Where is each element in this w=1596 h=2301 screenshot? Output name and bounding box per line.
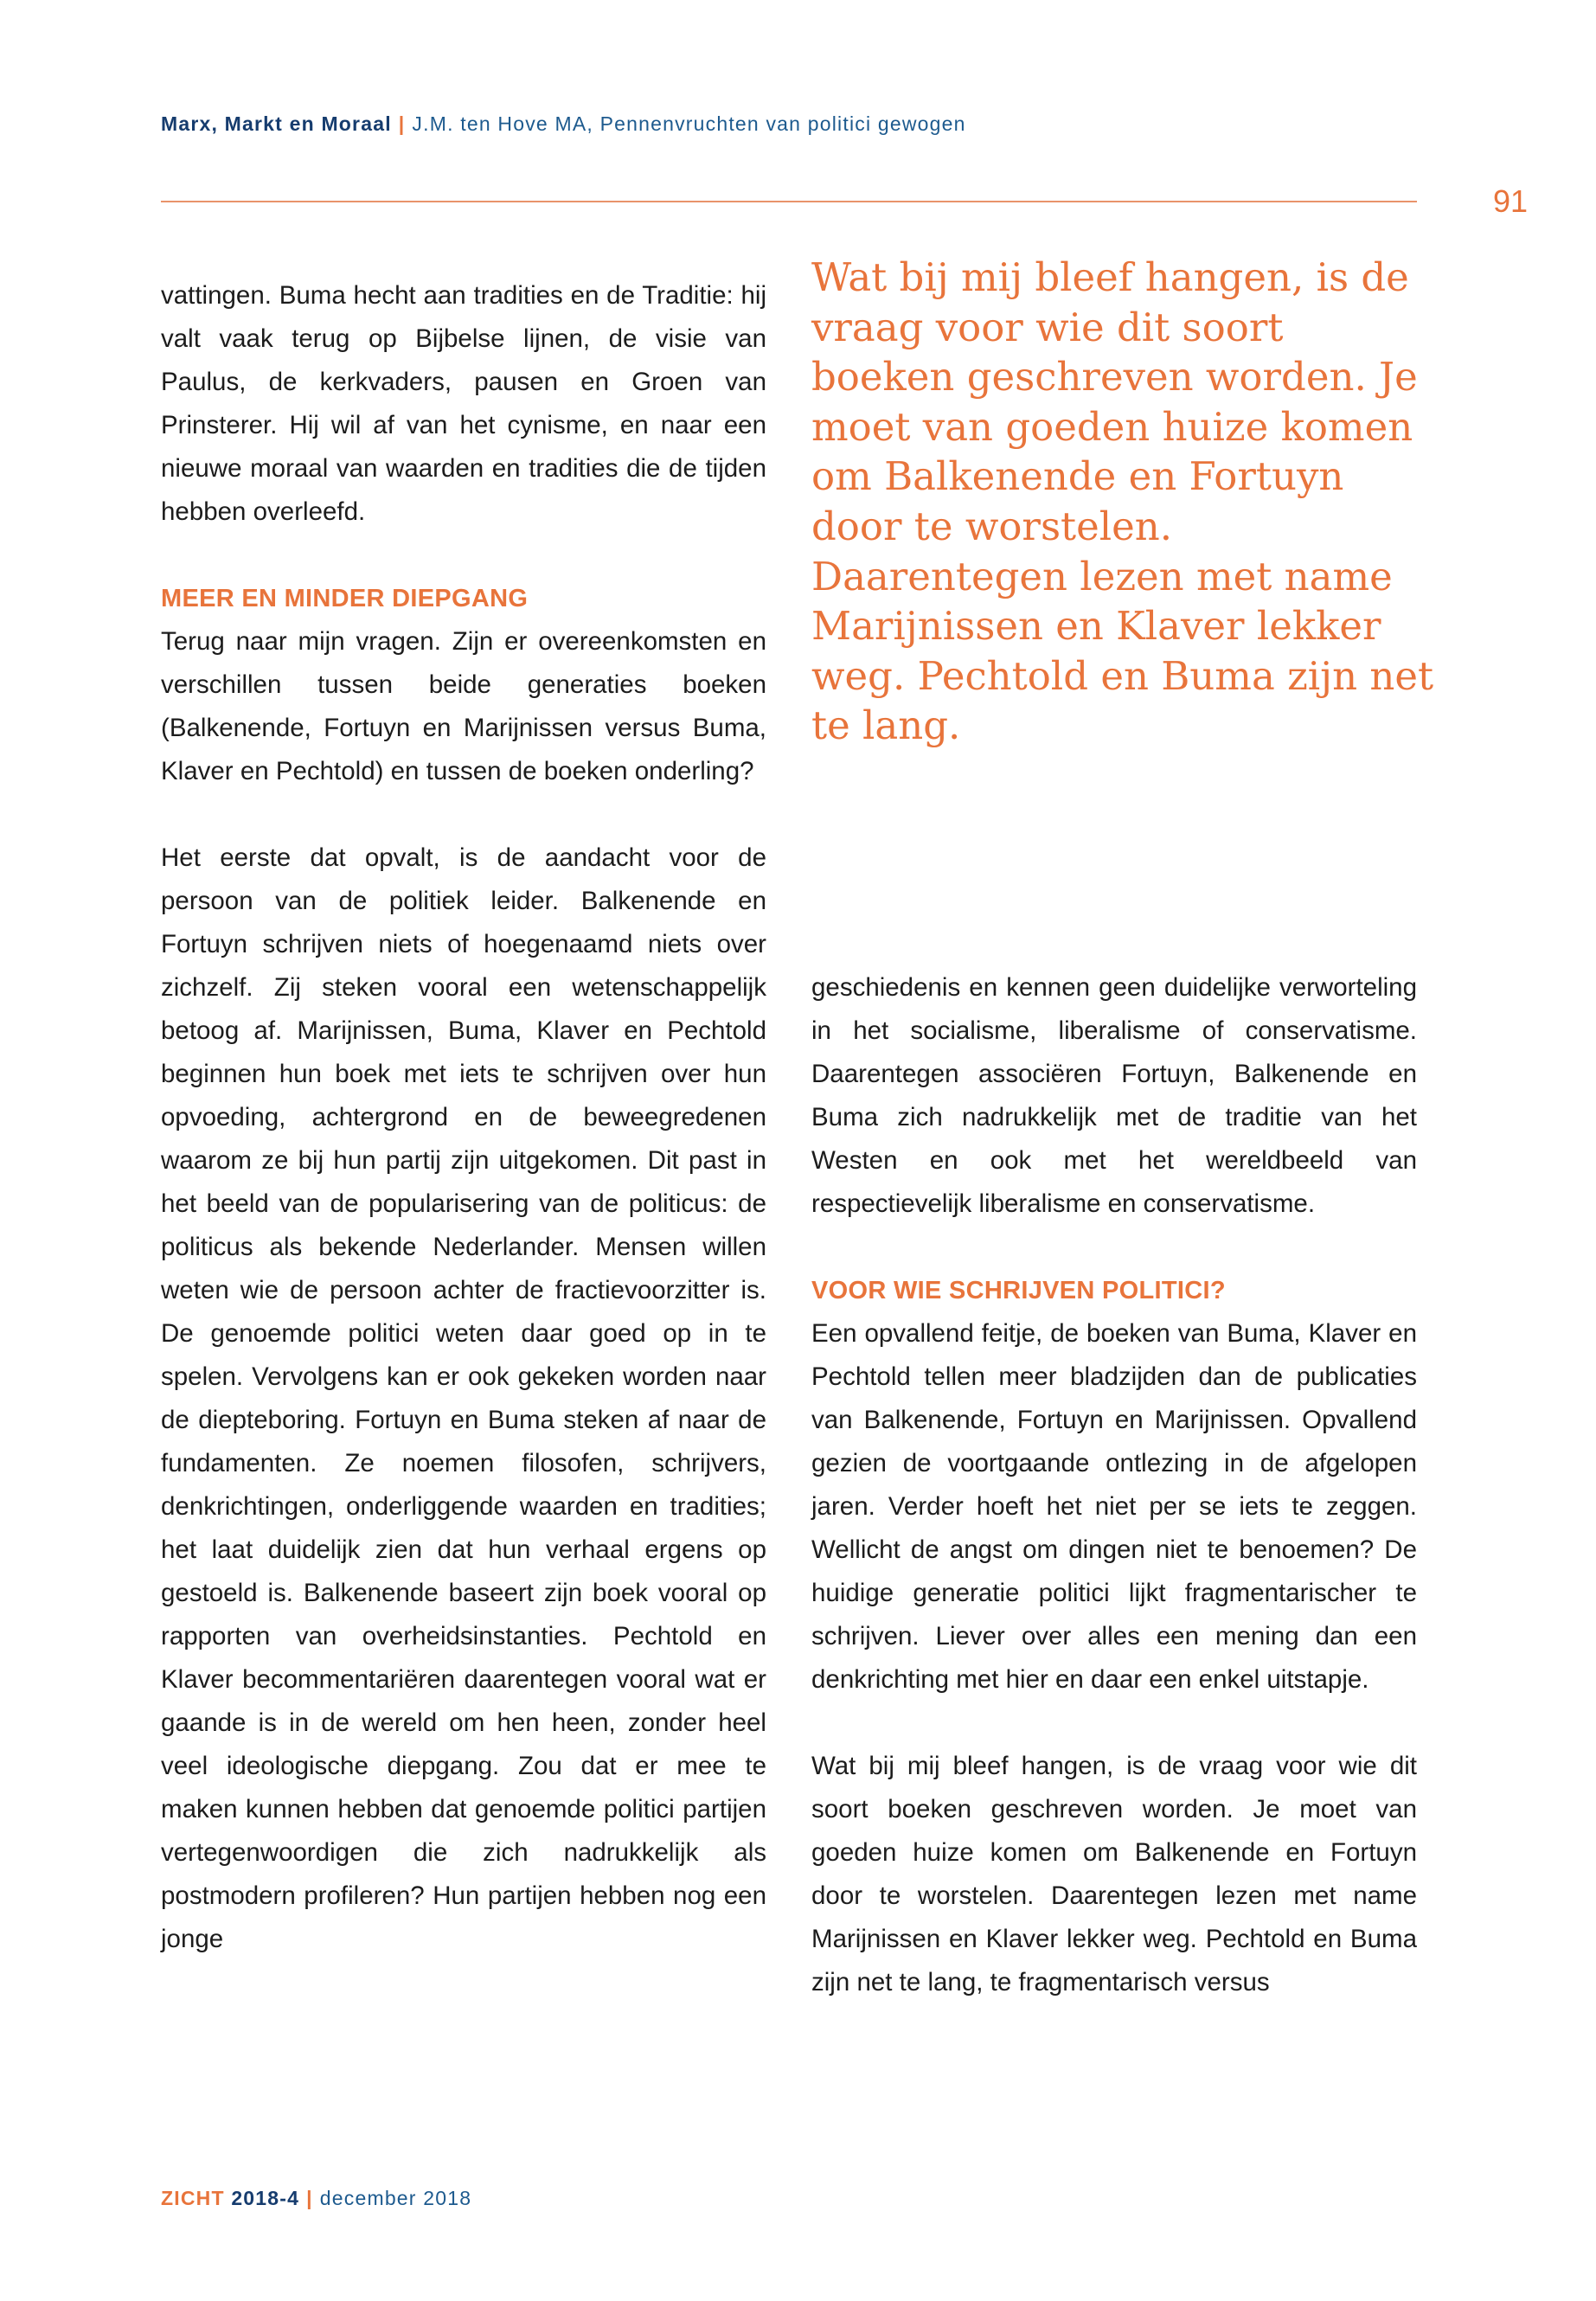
- intro-paragraph: vattingen. Buma hecht aan tradities en de Traditie: hij valt vaak terug op Bijbelse lijnen, de visie van Paulus, de kerkvaders, pausen en Groen van Prinsterer. Hij wil af van het cynisme, en naar een nieuwe moraal van waarden en tradities die de tijden hebben overleefd.: [161, 281, 766, 526]
- right-column: [811, 966, 1417, 2004]
- continuation-paragraph: geschiedenis en kennen geen duidelijke verworteling in het socialisme, liberalisme of conservatisme. Daarentegen associëren Fortuyn, Balkenende en Buma zich nadrukkelijk met de traditie van het Westen en ook met het wereldbeeld van respectievelijk liberalisme en conservatisme.: [811, 973, 1417, 1218]
- section-heading-diepgang: MEER EN MINDER DIEPGANG: [161, 585, 529, 612]
- section-heading-voor-wie: VOOR WIE SCHRIJVEN POLITICI?: [811, 1277, 1226, 1304]
- question-paragraph: Terug naar mijn vragen. Zijn er overeenkomsten en verschillen tussen beide generaties boeken (Balkenende, Fortuyn en Marijnissen versus Buma, Klaver en Pechtold) en tussen de boeken onderling?: [161, 627, 766, 785]
- footer-issue: 2018-4: [231, 2187, 300, 2209]
- header-rule: [161, 201, 1417, 202]
- pull-quote: Wat bij mij bleef hangen, is de vraag voor wie dit soort boeken geschreven worden. Je moet van goeden huize komen om Balkenende en Fortuyn door te worstelen. Daarentegen lezen met name Marijnissen en Klaver lekker weg. Pechtold en Buma zijn net te lang.: [811, 254, 1434, 749]
- footer-separator: |: [306, 2187, 313, 2209]
- closing-paragraph: Wat bij mij bleef hangen, is de vraag voor wie dit soort boeken geschreven worden. Je moet van goeden huize komen om Balkenende en Fortuyn door te worstelen. Daarentegen lezen met name Marijnissen en Klaver lekker weg. Pechtold en Buma zijn net te lang, te fragmentarisch versus: [811, 1752, 1417, 1997]
- footer-brand: ZICHT: [161, 2187, 225, 2209]
- left-column: [161, 274, 766, 1961]
- page-footer: [161, 2187, 471, 2210]
- magazine-title: Marx, Markt en Moraal: [161, 112, 392, 135]
- running-header: [161, 112, 966, 136]
- fact-paragraph: Een opvallend feitje, de boeken van Buma, Klaver en Pechtold tellen meer bladzijden dan de publicaties van Balkenende, Fortuyn en Marijnissen. Opvallend gezien de voortgaande ontlezing in de afgelopen jaren. Verder hoeft het niet per se iets te zeggen. Wellicht de angst om dingen niet te benoemen? De huidige generatie politici lijkt fragmentarischer te schrijven. Liever over alles een mening dan een denkrichting met hier en daar een enkel uitstapje.: [811, 1319, 1417, 1694]
- body-paragraph: Het eerste dat opvalt, is de aandacht voor de persoon van de politiek leider. Balkenende en Fortuyn schrijven niets of hoegenaamd niets over zichzelf. Zij steken vooral een wetenschappelijk betoog af. Marijnissen, Buma, Klaver en Pechtold beginnen hun boek met iets te schrijven over hun opvoeding, achtergrond en de beweegredenen waarom ze bij hun partij zijn uitgekomen. Dit past in het beeld van de popularisering van de politicus: de politicus als bekende Nederlander. Mensen willen weten wie de persoon achter de fractievoorzitter is. De genoemde politici weten daar goed op in te spelen. Vervolgens kan er ook gekeken worden naar de diepteboring. Fortuyn en Buma steken af naar de fundamenten. Ze noemen filosofen, schrijvers, denkrichtingen, onderliggende waarden en tradities; het laat duidelijk zien dat hun verhaal ergens op gestoeld is. Balkenende baseert zijn boek vooral op rapporten van overheidsinstanties. Pechtold en Klaver becommentariëren daarentegen vooral wat er gaande is in de wereld om hen heen, zonder heel veel ideologische diepgang. Zou dat er mee te maken kunnen hebben dat genoemde politici partijen vertegenwoordigen die zich nadrukkelijk als postmodern profileren? Hun partijen hebben nog een jonge: [161, 843, 766, 1953]
- page-number: 91: [1493, 183, 1529, 219]
- header-separator: |: [398, 112, 406, 135]
- header-subtitle: J.M. ten Hove MA, Pennenvruchten van politici gewogen: [412, 112, 966, 135]
- footer-date: december 2018: [319, 2187, 472, 2209]
